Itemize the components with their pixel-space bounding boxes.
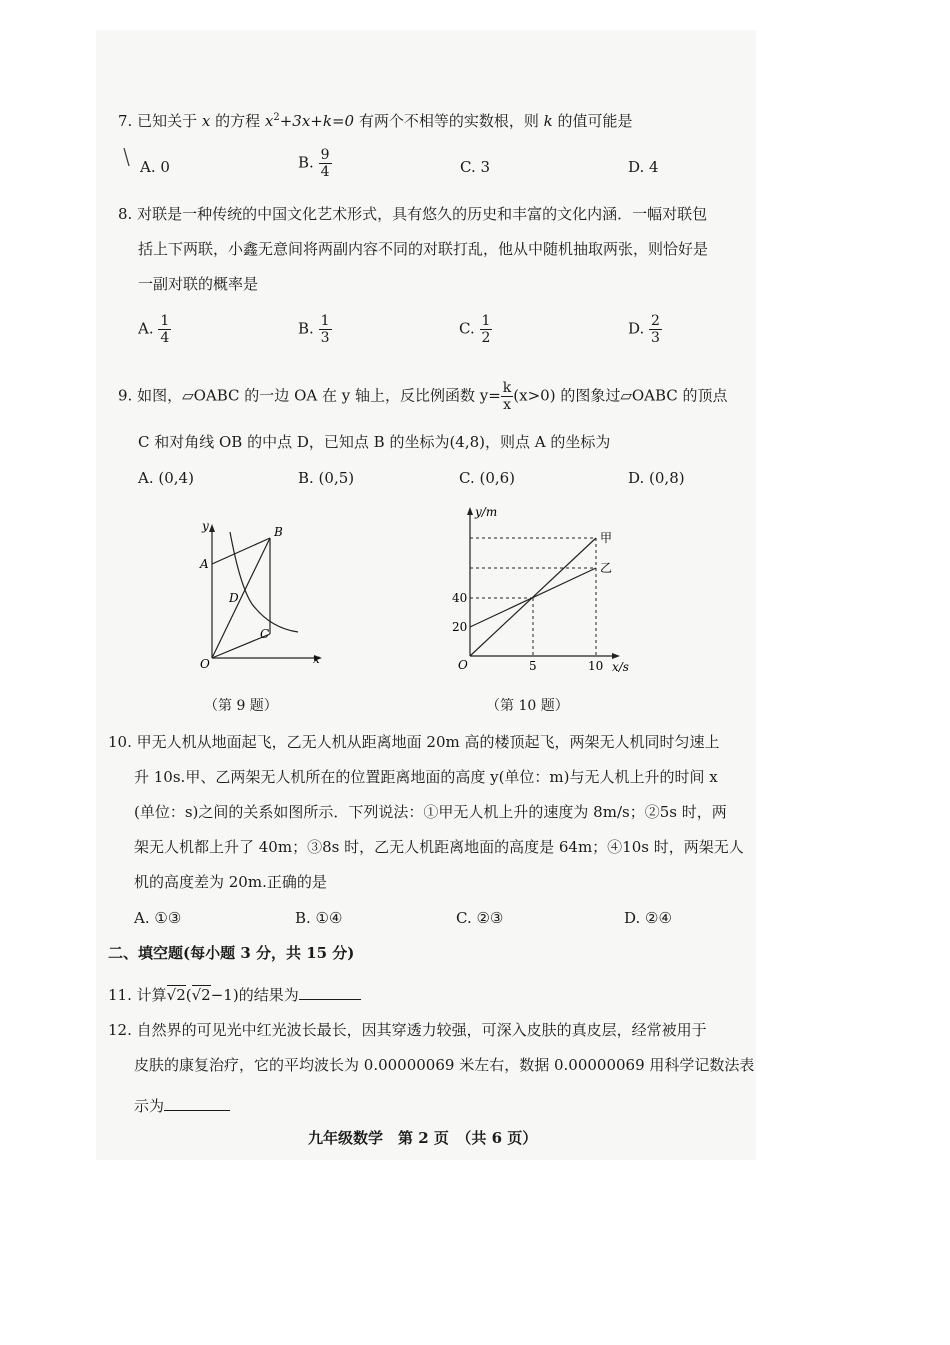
fraction-numerator: 1 [481,313,491,329]
question-10-line-1 [108,731,720,753]
question-9-option-c[interactable]: C. (0,6) [459,469,516,487]
question-7-eq-x: x [264,112,274,130]
question-7-stem [118,107,633,132]
fig9-label-C: C [260,627,270,641]
fig10-label-x: x/s [612,660,629,674]
fig10-y-arrow-icon [467,507,473,515]
fig10-tick-5: 5 [529,659,537,673]
question-10-option-b[interactable]: B. ①④ [295,909,343,927]
fraction-denominator: x [503,397,511,413]
fig10-label-yi: 乙 [600,561,613,575]
question-8-number: 8. [118,205,133,223]
question-7-option-b-fraction [319,147,332,180]
fig9-label-B: B [274,525,283,539]
question-7-option-c[interactable]: C. 3 [460,158,491,176]
page-footer: 九年级数学 第 2 页 （共 6 页） [308,1129,538,1147]
pencil-mark-icon [122,146,132,170]
fig10-tick-40: 40 [452,591,468,605]
question-10-line-4: 架无人机都上升了 40m；③8s 时，乙无人机距离地面的高度是 64m；④10s 时，两架无人 [134,838,744,856]
question-7-option-d[interactable]: D. 4 [628,158,659,176]
question-10-text-1: 甲无人机从地面起飞，乙无人机从距离地面 20m 高的楼顶起飞，两架无人机同时匀速上 [136,733,720,751]
question-8-line-1 [118,203,707,225]
question-7-option-a[interactable]: A. 0 [140,158,170,176]
option-fraction [480,313,493,346]
figure-9-caption: （第 9 题） [204,698,278,714]
question-11-number: 11. [108,986,132,1004]
figure-10-caption: （第 10 题） [486,698,569,714]
option-label: D. [628,319,645,338]
question-9-option-b[interactable]: B. (0,5) [298,469,355,487]
question-7-text-a: 已知关于 [137,112,202,130]
question-10-option-c[interactable]: C. ②③ [456,909,504,927]
fig9-label-x: x [313,652,320,666]
question-10-line-5: 机的高度差为 20m.正确的是 [134,873,327,891]
option-fraction [158,313,171,346]
question-10-line-3: (单位：s)之间的关系如图所示．下列说法：①甲无人机上升的速度为 8m/s；②5s 时，两 [134,803,727,821]
question-7-var-k: k [543,112,553,130]
question-7-text-d: 的值可能是 [552,112,633,130]
option-label: B. [298,319,314,338]
question-9-text-a: 如图，▱OABC 的一边 OA 在 y 轴上，反比例函数 y= [137,386,501,405]
question-10-option-a[interactable]: A. ①③ [134,909,182,927]
fig10-tick-10: 10 [588,659,604,673]
question-12-number: 12. [108,1021,132,1039]
question-11-text-b: ( [185,986,192,1004]
question-9-line-2: C 和对角线 OB 的中点 D，已知点 B 的坐标为(4,8)，则点 A 的坐标为 [138,433,611,451]
fig9-label-A: A [200,557,209,571]
question-12-answer-blank[interactable] [164,1094,230,1111]
fig9-side-AB [212,538,270,564]
fig9-y-arrow-icon [209,524,215,532]
question-8-line-2: 括上下两联，小鑫无意间将两副内容不同的对联打乱，他从中随机抽取两张，则恰好是 [138,240,709,258]
question-7-option-b-label: B. [298,153,314,172]
question-12-text-1: 自然界的可见光中红光波长最长，因其穿透力较强，可深入皮肤的真皮层，经常被用于 [136,1021,707,1039]
fig10-label-O: O [458,658,468,672]
question-9-number: 9. [118,386,133,405]
question-8-option-d[interactable] [628,313,662,346]
question-12-line-1 [108,1019,707,1041]
question-11-answer-blank[interactable] [299,983,361,1000]
question-12-line-3 [134,1094,230,1117]
fraction-numerator: 9 [320,147,330,163]
question-10-number: 10. [108,733,132,751]
question-8-option-c[interactable] [459,313,492,346]
question-11-text-c: −1)的结果为 [210,986,299,1004]
question-7-number: 7. [118,112,133,130]
question-7-option-b[interactable] [298,147,332,180]
fig10-tick-20: 20 [452,620,468,634]
question-9-fraction [501,380,513,413]
question-9-option-a[interactable]: A. (0,4) [138,469,194,487]
question-11-text-a: 计算 [136,986,167,1004]
question-11-sqrt-b: √2 [191,986,211,1004]
option-label: A. [138,319,154,338]
fraction-numerator: 1 [320,313,330,329]
fig9-label-D: D [229,591,239,605]
question-8-line-3: 一副对联的概率是 [138,275,259,293]
question-9-line-1 [118,380,728,413]
fig9-hyperbola [230,532,298,632]
question-10-option-d[interactable]: D. ②④ [624,909,672,927]
option-fraction [649,313,662,346]
question-8-text-1: 对联是一种传统的中国文化艺术形式，具有悠久的历史和丰富的文化内涵．一幅对联包 [137,205,708,223]
question-7-text-b: 的方程 [210,112,265,130]
fraction-denominator: 4 [160,330,170,346]
fraction-numerator: 1 [160,313,170,329]
fraction-denominator: 3 [320,330,330,346]
fraction-numerator: 2 [651,313,660,329]
option-fraction [319,313,332,346]
section-2-title: 二、填空题(每小题 3 分，共 15 分) [108,944,355,962]
figure-10-graph [448,502,638,677]
fig9-label-O: O [200,657,210,671]
fig9-label-y: y [202,519,209,533]
fig10-x-arrow-icon [612,653,620,659]
question-10-line-2: 升 10s.甲、乙两架无人机所在的位置距离地面的高度 y(单位：m)与无人机上升的时间 x [134,768,718,786]
question-9-text-b: (x>0) 的图象过▱OABC 的顶点 [513,386,728,405]
option-label: C. [459,319,475,338]
fraction-denominator: 3 [651,330,660,346]
question-7-eq-sup: 2 [273,112,280,123]
fraction-denominator: 4 [320,164,330,180]
fig10-label-jia: 甲 [600,531,613,545]
fig10-label-y: y/m [475,505,498,519]
question-12-line-2: 皮肤的康复治疗，它的平均波长为 0.00000069 米左右，数据 0.00000069 用科学记数法表 [134,1056,755,1074]
question-11-sqrt-a: √2 [166,986,186,1004]
question-11 [108,983,361,1006]
question-8-option-b[interactable] [298,313,332,346]
figure-9-diagram [190,516,340,676]
fraction-denominator: 2 [481,330,491,346]
question-7-var-x: x [201,112,211,130]
question-9-option-d[interactable]: D. (0,8) [628,469,685,487]
question-12-text-3: 示为 [134,1097,165,1115]
question-7-text-c: 有两个不相等的实数根，则 [354,112,544,130]
question-8-option-a[interactable] [138,313,171,346]
question-7-eq-rest: +3x+k=0 [279,112,355,130]
fraction-numerator: k [502,380,512,396]
